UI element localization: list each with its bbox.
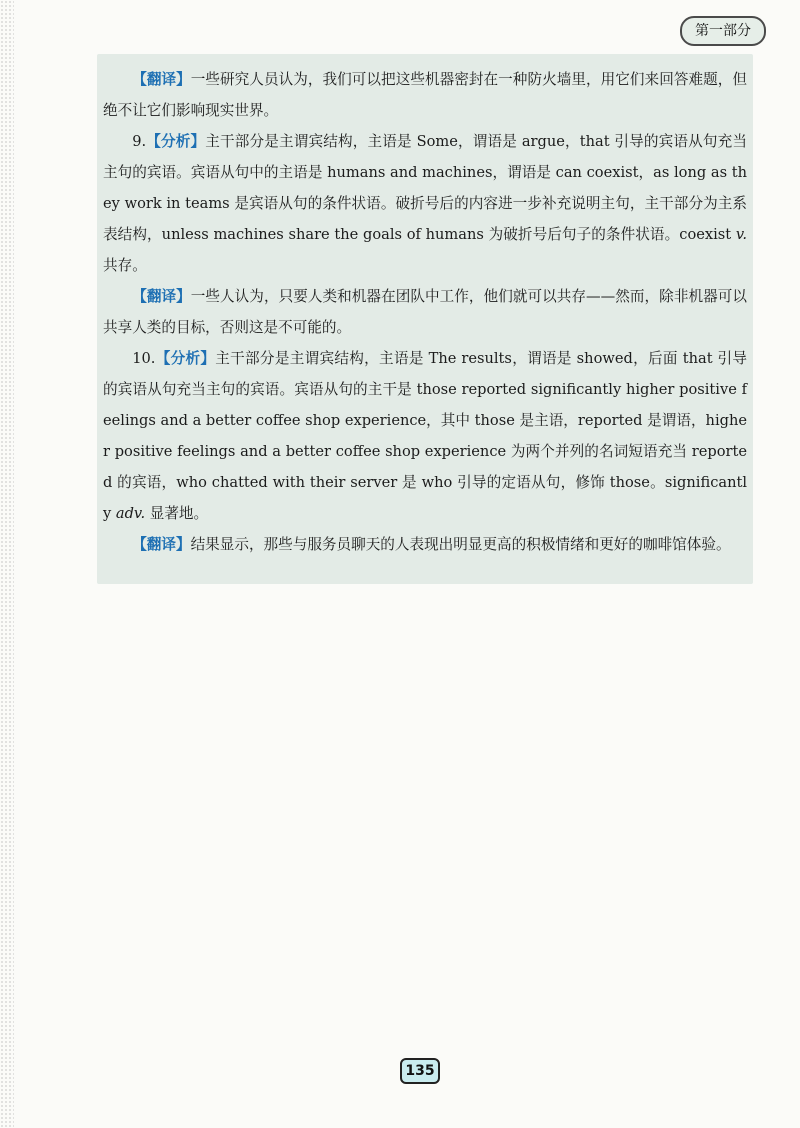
analysis-paragraph-9: [103, 126, 747, 281]
analysis-text: 主干部分是主谓宾结构，主语是 Some，谓语是 argue，that 引导的宾语从句充当主句的宾语。宾语从句中的主语是 humans and machines，谓语是 can coexist，as long as they work in teams 是宾语从句的条件状语。破折号后的内容进一步补充说明主句，主干部分为主系表结构，unless machines share the goals of humans 为破折号后句子的条件状语。: [103, 133, 747, 243]
binding-edge: [0, 0, 14, 1128]
item-number: 10.: [132, 350, 156, 367]
vocab-part-of-speech: v.: [735, 226, 748, 243]
translation-paragraph-8: [103, 64, 747, 126]
translation-paragraph-10: [103, 529, 747, 560]
analysis-paragraph-10: [103, 343, 747, 529]
vocab-meaning: 共存。: [103, 257, 147, 274]
analysis-tag: 【分析】: [155, 350, 216, 367]
vocab-part-of-speech: adv.: [115, 505, 146, 522]
translation-tag: 【翻译】: [132, 536, 191, 553]
analysis-tag: 【分析】: [146, 133, 206, 150]
page-number: 135: [400, 1058, 440, 1084]
translation-paragraph-9: [103, 281, 747, 343]
section-tab: 第一部分: [680, 16, 766, 46]
item-number: 9.: [132, 133, 147, 150]
translation-text: 一些人认为，只要人类和机器在团队中工作，他们就可以共存——然而，除非机器可以共享人类的目标，否则这是不可能的。: [103, 288, 747, 336]
translation-text: 一些研究人员认为，我们可以把这些机器密封在一种防火墙里，用它们来回答难题，但绝不让它们影响现实世界。: [103, 71, 747, 119]
explanation-box: [97, 54, 753, 584]
translation-tag: 【翻译】: [132, 71, 191, 88]
translation-text: 结果显示，那些与服务员聊天的人表现出明显更高的积极情绪和更好的咖啡馆体验。: [190, 536, 731, 553]
vocab-meaning: 显著地。: [149, 505, 209, 522]
analysis-text: 主干部分是主谓宾结构，主语是 The results，谓语是 showed，后面 that 引导的宾语从句充当主句的宾语。宾语从句的主干是 those reported significantly higher positive feelings and a better coffee shop experience，其中 those 是主语，reported 是谓语，higher positive feelings and a better coffee shop experience 为两个并列的名词短语充当 reported 的宾语，who chatted with their server 是 who 引导的定语从句，修饰 those。: [103, 350, 747, 491]
translation-tag: 【翻译】: [132, 288, 191, 305]
vocab-word: significantly: [103, 474, 747, 522]
vocab-word: coexist: [679, 226, 732, 243]
